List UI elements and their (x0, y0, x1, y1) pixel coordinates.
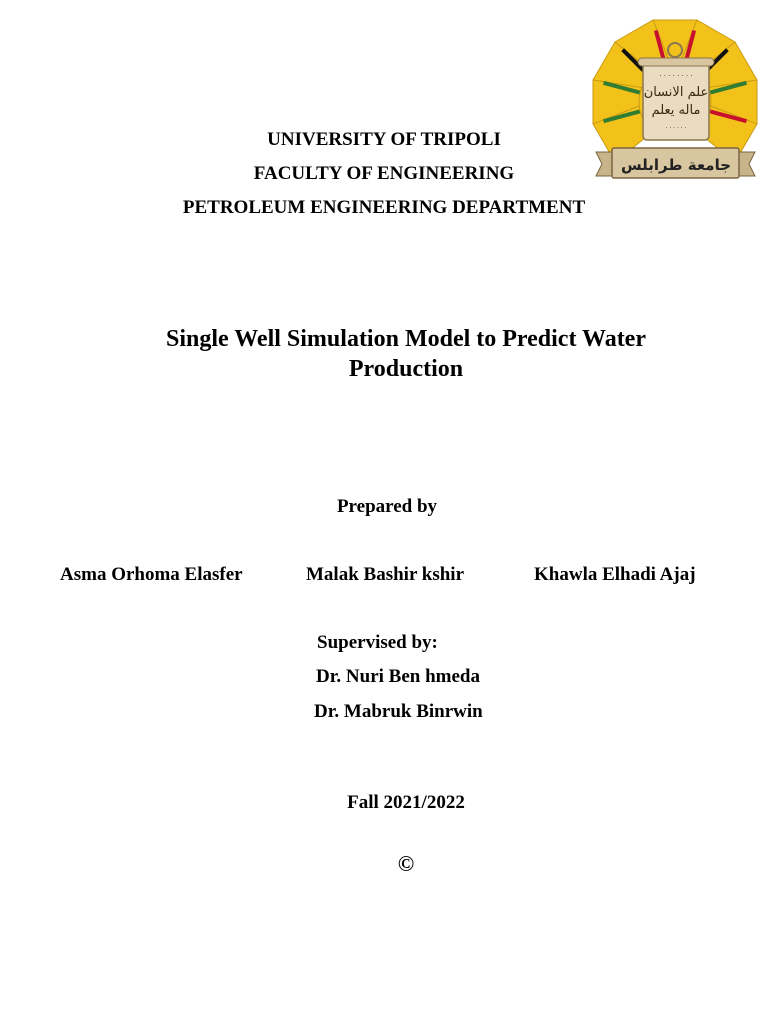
supervisor-1: Dr. Nuri Ben hmeda (316, 666, 480, 687)
academic-term: Fall 2021/2022 (347, 792, 465, 813)
author-1: Asma Orhoma Elasfer (60, 564, 243, 585)
department-name: PETROLEUM ENGINEERING DEPARTMENT (182, 197, 586, 218)
university-name: UNIVERSITY OF TRIPOLI (267, 129, 501, 150)
faculty-name: FACULTY OF ENGINEERING (253, 163, 515, 184)
logo-motto-line2: ماله يعلم (651, 103, 701, 118)
logo-motto-line1: علم الانسان (643, 85, 709, 100)
title-line-2: Production (348, 356, 464, 382)
logo-banner-text: جامعة طرابلس (620, 156, 732, 174)
supervised-by-label: Supervised by: (317, 632, 438, 653)
supervisor-2: Dr. Mabruk Binrwin (314, 701, 483, 722)
author-2: Malak Bashir kshir (306, 564, 465, 585)
copyright-symbol: © (397, 851, 415, 876)
svg-text:· · · · · ·: · · · · · · (665, 125, 687, 132)
parchment-scroll (638, 43, 714, 140)
document-title (120, 324, 692, 384)
author-3: Khawla Elhadi Ajaj (534, 564, 696, 585)
prepared-by-label: Prepared by (336, 496, 438, 517)
svg-text:· · · · · · · ·: · · · · · · · · (659, 72, 693, 80)
university-logo-icon (588, 10, 763, 188)
title-line-1: Single Well Simulation Model to Predict Water (166, 326, 646, 352)
